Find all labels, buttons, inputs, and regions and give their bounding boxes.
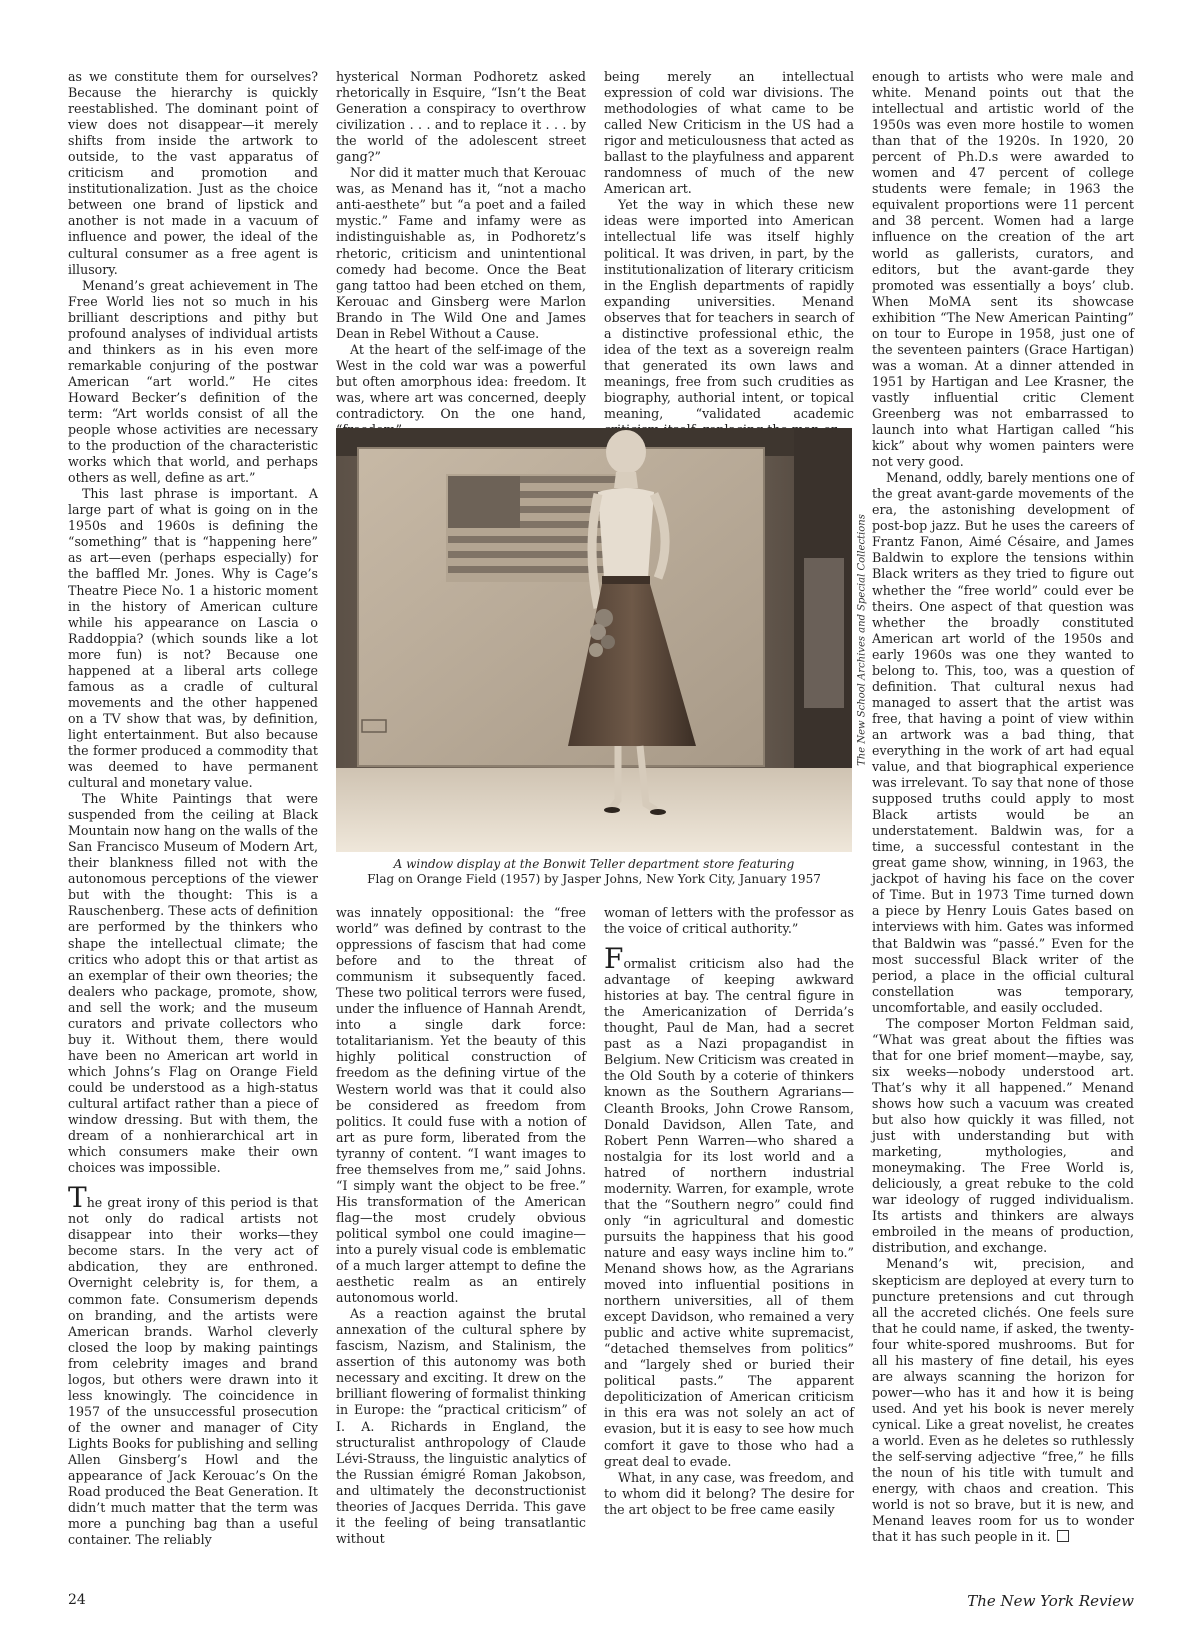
- paragraph: was innately oppositional: the “free world” was defined by contrast to the oppressions of fascism that had come before and to the threat of communism it subsequently faced. These two political terrors were fused, under the influence of Hannah Arendt, into a single dark force: totalitarianism. Yet the beauty of this highly political construction of freedom as the defining virtue of the Western world was that it could also be considered as freedom from politics. It could fuse with a notion of art as pure form, liberated from the tyranny of content. “I want images to free themselves from me,” said Johns. “I simply want the object to be free.” His transformation of the American flag—the most crudely obvious political symbol one could imagine—into a purely visual code is emblematic of a much larger attempt to define the aesthetic realm as an entirely autonomous world.: [336, 905, 586, 1306]
- section-opening-paragraph: [604, 942, 854, 1470]
- page-number: 24: [68, 1592, 86, 1608]
- end-mark-icon: [1057, 1530, 1069, 1542]
- paragraph: enough to artists who were male and white. Menand points out that the intellectual and artistic world of the 1950s was even more hostile to women than that of the 1920s. In 1920, 20 percent of Ph.D.s were awarded to women and 47 percent of college students were female; in 1963 the equivalent proportions were 11 percent and 38 percent. Women had a large influence on the creation of the art world as gallerists, curators, and editors, but the avant-garde they promoted was essentially a boys’ club. When MoMA sent its showcase exhibition “The New American Painting” on tour to Europe in 1958, just one of the seventeen painters (Grace Hartigan) was a woman. At a dinner attended in 1951 by Hartigan and Lee Krasner, the vastly influential critic Clement Greenberg was not embarrassed to launch into what Hartigan called “his kick” about why women painters were not very good.: [872, 69, 1134, 470]
- column-4: [872, 69, 1134, 1545]
- window-display-photo: [336, 428, 852, 852]
- drop-cap: F: [604, 942, 624, 976]
- paragraph: hysterical Norman Podhoretz asked rhetorically in Esquire, “Isn’t the Beat Generation a conspiracy to overthrow civilization . . . and to replace it . . . by the world of the adolescent street gang?”: [336, 69, 586, 165]
- paragraph: The White Paintings that were suspended from the ceiling at Black Mountain now hang on the walls of the San Francisco Museum of Modern Art, their blankness filled not with the autonomous perceptions of the viewer but with the thought: This is a Rauschenberg. These acts of definition are performed by the thinkers who shape the intellectual climate; the critics who adopt this or that artist as an exemplar of their own theories; the dealers who package, promote, show, and sell the work; and the museum curators and private collectors who buy it. Without them, there would have been no American art world in which Johns’s Flag on Orange Field could be understood as a high-status cultural artifact rather than a piece of window dressing. But with them, the dream of a nonhierarchical art in which consumers make their own choices was impossible.: [68, 791, 318, 1176]
- column-3-top: [604, 69, 854, 438]
- paragraph: being merely an intellectual expression of cold war divisions. The methodologies of what came to be called New Criticism in the US had a rigor and meticulousness that acted as ballast to the playfulness and apparent randomness of much of the new American art.: [604, 69, 854, 197]
- paragraph: This last phrase is important. A large part of what is going on in the 1950s and 1960s is defining the “something” that is “happening here” as art—even (perhaps especially) for the baffled Mr. Jones. Why is Cage’s Theatre Piece No. 1 a historic moment in the history of American culture while his appearance on Lascia o Raddoppia? (which sounds like a lot more fun) is not? Because one happened at a liberal arts college famous as a cradle of cultural movements and the other happened on a TV show that was, by definition, light entertainment. But also because the former produced a commodity that was deemed to have permanent cultural and monetary value.: [68, 486, 318, 791]
- paragraph: [872, 1256, 1134, 1545]
- paragraph: Menand’s great achievement in The Free World lies not so much in his brilliant descriptions and pithy but profound analyses of individual artists and thinkers as in his even more remarkable conjuring of the postwar American “art world.” He cites Howard Becker’s definition of the term: “Art worlds consist of all the people whose activities are necessary to the production of the characteristic works which that world, and perhaps others as well, define as art.”: [68, 277, 318, 486]
- paragraph: The composer Morton Feldman said, “What was great about the fifties was that for one brief moment—maybe, say, six weeks—nobody understood art. That’s why it all happened.” Menand shows how such a vacuum was created but also how quickly it was filled, not just with understanding but with marketing, mythologies, and moneymaking. The Free World is, deliciously, a great rebuke to the cold war ideology of rugged individualism. Its artists and thinkers are always embroiled in the means of production, distribution, and exchange.: [872, 1015, 1134, 1256]
- column-2-top: [336, 69, 586, 438]
- paragraph-text: Menand’s wit, precision, and skepticism are deployed at every turn to puncture pretensions and cut through all the accreted clichés. One feels sure that he could name, if asked, the twenty-four white-spored mushrooms. But for all his mastery of fine detail, his eyes are always scanning the horizon for power—who has it and how it is being used. And yet his book is never merely cynical. Like a great novelist, he creates a world. Even as he deletes so ruthlessly the self-serving adjective “free,” he fills the noun of his title with tumult and energy, with chaos and creation. This world is not so brave, but it is new, and Menand leaves room for us to wonder that it has such people in it.: [872, 1256, 1134, 1545]
- column-1: [68, 69, 318, 1548]
- photo-illustration: [336, 428, 852, 852]
- caption-line-2: Flag on Orange Field (1957) by Jasper Johns, New York City, January 1957: [367, 872, 821, 886]
- photo-credit: [853, 428, 871, 852]
- photo-credit-text: The New School Archives and Special Collections: [856, 514, 868, 766]
- caption-line-1: A window display at the Bonwit Teller department store featuring: [393, 857, 795, 871]
- section-opening-paragraph: [68, 1181, 318, 1548]
- paragraph: woman of letters with the professor as the voice of critical authority.”: [604, 905, 854, 937]
- publication-name: The New York Review: [967, 1592, 1134, 1610]
- column-3-bottom: [604, 905, 854, 1518]
- paragraph: At the heart of the self-image of the West in the cold war was a powerful but often amorphous idea: freedom. It was, where art was concerned, deeply contradictory. On the one hand,: [336, 341, 586, 421]
- drop-cap: T: [68, 1181, 87, 1215]
- paragraph-text: ormalist criticism also had the advantage of keeping awkward histories at bay. The central figure in the Americanization of Derrida’s thought, Paul de Man, had a secret past as a Nazi propagandist in Belgium. New Criticism was created in the Old South by a coterie of thinkers known as the Southern Agrarians—Cleanth Brooks, John Crowe Ransom, Donald Davidson, Allen Tate, and Robert Penn Warren—who shared a nostalgia for its lost world and a hatred of northern industrial modernity. Warren, for example, wrote that the “Southern negro” could find only “in agricultural and domestic pursuits the happiness that his good nature and easy ways incline him to.” Menand shows how, as the Agrarians moved into influential positions in northern universities, all of them except Davidson, who remained a very public and active white supremacist, “detached themselves from politics” and “largely shed or buried their political pasts.” The apparent depoliticization of American criticism in this era was not solely an act of evasion, but it is easy to see how much comfort it gave to those who had a great deal to evade.: [604, 956, 854, 1469]
- column-2-bottom: [336, 905, 586, 1547]
- paragraph: Yet the way in which these new ideas were imported into American intellectual life was itself highly political. It was driven, in part, by the institutionalization of literary criticism in the English departments of rapidly expanding universities. Menand observes that for teachers in search of a distinctive professional ethic, the idea of the text as a sovereign realm that generated its own laws and meanings, free from such crudities as biography, authorial intent, or topical meaning, “validated academic: [604, 197, 854, 421]
- flag-on-orange-field: [446, 474, 626, 582]
- paragraph-text: he great irony of this period is that not only do radical artists not disappear into their works—they become stars. In the very act of abdication, they are enthroned. Overnight celebrity is, for them, a common fate. Consumerism depends on branding, and the artists were American brands. Warhol cleverly closed the loop by making paintings from celebrity images and brand logos, but others were drawn into it less knowingly. The coincidence in 1957 of the unsuccessful prosecution of the owner and manager of City Lights Books for publishing and selling Allen Ginsberg’s Howl and the appearance of Jack Kerouac’s On the Road produced the Beat Generation. It didn’t much matter that the term was more a punching bag than a useful container. The reliably: [68, 1195, 318, 1548]
- paragraph: Menand, oddly, barely mentions one of the great avant-garde movements of the era, the astonishing development of post-bop jazz. But he uses the careers of Frantz Fanon, Aimé Césaire, and James Baldwin to explore the tensions within Black writers as they tried to figure out whether the “free world” could ever be theirs. One aspect of that question was whether the broadly constituted American art world of the 1950s and early 1960s was one they wanted to belong to. This, too, was a question of definition. That cultural nexus had managed to assert that the artist was free, that having a point of view within an artwork was a bad thing, that everything in the work of art had equal value, and that biographical experience was irrelevant. To say that none of those supposed truths could apply to most Black artists would be an understatement. Baldwin was, for a time, a successful contestant in the great game show, winning, in 1963, the jackpot of having his face on the cover of Time. But in 1973 Time turned down a piece by Henry Louis Gates based on interviews with him. Gates was informed that Baldwin was “passé.” Even for the most successful Black writer of the period, a place in the official cultural constellation was temporary, uncomfortable, and easily occluded.: [872, 470, 1134, 1015]
- paragraph: Nor did it matter much that Kerouac was, as Menand has it, “not a macho anti-aesthete” but “a poet and a failed mystic.” Fame and infamy were as indistinguishable as, in Podhoretz’s rhetoric, criticism and unintentional comedy had become. Once the Beat gang tattoo had been etched on them, Kerouac and Ginsberg were Marlon Brando in The Wild One and James Dean in Rebel Without a Cause.: [336, 165, 586, 341]
- photo-caption: [336, 857, 852, 887]
- paragraph: As a reaction against the brutal annexation of the cultural sphere by fascism, Nazism, and Stalinism, the assertion of this autonomy was both necessary and exciting. It drew on the brilliant flowering of formalist thinking in Europe: the “practical criticism” of I. A. Richards in England, the structuralist anthropology of Claude Lévi-Strauss, the linguistic analytics of the Russian émigré Roman Jakobson, and ultimately the deconstructionist theories of Jacques Derrida. This gave it the feeling of being transatlantic without: [336, 1306, 586, 1546]
- paragraph: as we constitute them for ourselves? Because the hierarchy is quickly reestablished. The dominant point of view does not disappear—it merely shifts from inside the artwork to outside, to the vast apparatus of criticism and promotion and institutionalization. Just as the choice between one brand of lipstick and another is not made in a vacuum of influence and power, the ideal of the cultural consumer as a free agent is illusory.: [68, 69, 318, 277]
- paragraph: What, in any case, was freedom, and to whom did it belong? The desire for the art object to be free came easily: [604, 1469, 854, 1517]
